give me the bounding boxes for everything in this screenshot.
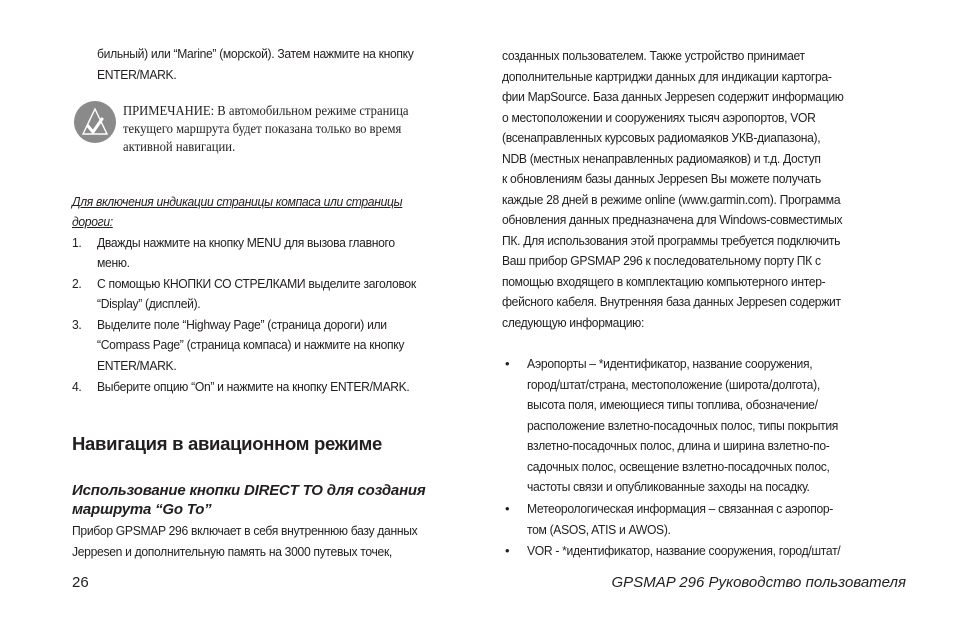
paragraph-line: NDB (местных ненаправленных радиомаяков) и т.д. Доступ xyxy=(502,151,821,166)
procedure-title-line-2: дороги: xyxy=(72,214,113,229)
paragraph-line: Ваш прибор GPSMAP 296 к последовательному порту ПК с xyxy=(502,253,821,268)
subheading xyxy=(72,481,426,519)
manual-title: GPSMAP 296 Руководство пользователя xyxy=(611,574,906,591)
bullet-1-line: город/штат/страна, местоположение (широта/долгота), xyxy=(527,377,820,392)
intro-line-1: бильный) или “Marine” (морской). Затем нажмите на кнопку xyxy=(97,46,414,61)
step-2-line-1: С помощью КНОПКИ СО СТРЕЛКАМИ выделите заголовок xyxy=(97,276,416,291)
bullet-1-line: расположение взлетно-посадочных полос, типы покрытия xyxy=(527,418,839,433)
step-number: 1. xyxy=(72,235,82,250)
paragraph-line: помощью входящего в комплектацию компьютерного интер- xyxy=(502,274,826,289)
step-1-line-2: меню. xyxy=(97,255,130,270)
paragraph-line: созданных пользователем. Также устройство принимает xyxy=(502,48,805,63)
body-line-1: Прибор GPSMAP 296 включает в себя внутреннюю базу данных xyxy=(72,523,418,538)
bullet-2-line: том (ASOS, ATIS и AWOS). xyxy=(527,522,671,537)
paragraph-line: обновления данных предназначена для Windows-совместимых xyxy=(502,212,843,227)
step-3-line-3: ENTER/MARK. xyxy=(97,358,177,373)
paragraph-line: о местоположении и сооружениях тысяч аэропортов, VOR xyxy=(502,110,816,125)
bullet-2-line: Метеорологическая информация – связанная с аэропор- xyxy=(527,501,834,516)
step-4-line-1: Выберите опцию “On” и нажмите на кнопку ENTER/MARK. xyxy=(97,379,410,394)
step-number: 4. xyxy=(72,379,82,394)
page-number: 26 xyxy=(72,574,89,591)
paragraph-line: фейсного кабеля. Внутренняя база данных Jeppesen содержит xyxy=(502,294,841,309)
step-1-line-1: Дважды нажмите на кнопку MENU для вызова главного xyxy=(97,235,395,250)
paragraph-line: каждые 28 дней в режиме online (www.garmin.com). Программа xyxy=(502,192,841,207)
paragraph-line: ПК. Для использования этой программы требуется подключить xyxy=(502,233,841,248)
body-line-2: Jeppesen и дополнительную память на 3000 путевых точек, xyxy=(72,544,392,559)
bullet-1-line: высота поля, имеющиеся типы топлива, обозначение/ xyxy=(527,397,818,412)
paragraph-line: дополнительные картриджи данных для индикации картогра- xyxy=(502,69,832,84)
bullet-1-line: частоты связи и опубликованные заходы на посадку. xyxy=(527,479,810,494)
step-3-line-2: “Compass Page” (страница компаса) и нажмите на кнопку xyxy=(97,337,405,352)
note-text xyxy=(123,102,408,157)
step-2-line-2: “Display” (дисплей). xyxy=(97,296,201,311)
bullet-icon: • xyxy=(505,356,510,371)
note-line: текущего маршрута будет показана только во время xyxy=(123,121,402,137)
section-heading: Навигация в авиационном режиме xyxy=(72,433,382,454)
bullet-3-line: VOR - *идентификатор, название сооружения, город/штат/ xyxy=(527,543,841,558)
note-line: ПРИМЕЧАНИЕ: В автомобильном режиме страница xyxy=(123,103,409,118)
paragraph-line: фии MapSource. База данных Jeppesen содержит информацию xyxy=(502,89,844,104)
paragraph-line: следующую информацию: xyxy=(502,315,645,330)
bullet-1-line: садочных полос, освещение взлетно-посадочных полос, xyxy=(527,459,830,474)
subheading-line: маршрута “Go To” xyxy=(72,501,212,518)
intro-line-2: ENTER/MARK. xyxy=(97,67,177,82)
warning-check-icon xyxy=(74,101,116,143)
paragraph-line: к обновлениям базы данных Jeppesen Вы можете получать xyxy=(502,171,821,186)
step-3-line-1: Выделите поле “Highway Page” (страница дороги) или xyxy=(97,317,387,332)
bullet-icon: • xyxy=(505,543,510,558)
bullet-icon: • xyxy=(505,501,510,516)
procedure-title-line-1: Для включения индикации страницы компаса или страницы xyxy=(72,194,403,209)
subheading-line: Использование кнопки DIRECT TO для создания xyxy=(72,482,426,499)
paragraph-line: (всенаправленных курсовых радиомаяков УКВ-диапазона), xyxy=(502,130,821,145)
bullet-1-line: взлетно-посадочных полос, длина и ширина взлетно-по- xyxy=(527,438,830,453)
step-number: 2. xyxy=(72,276,82,291)
step-number: 3. xyxy=(72,317,82,332)
note-line: активной навигации. xyxy=(123,139,236,155)
bullet-1-line: Аэропорты – *идентификатор, название сооружения, xyxy=(527,356,813,371)
